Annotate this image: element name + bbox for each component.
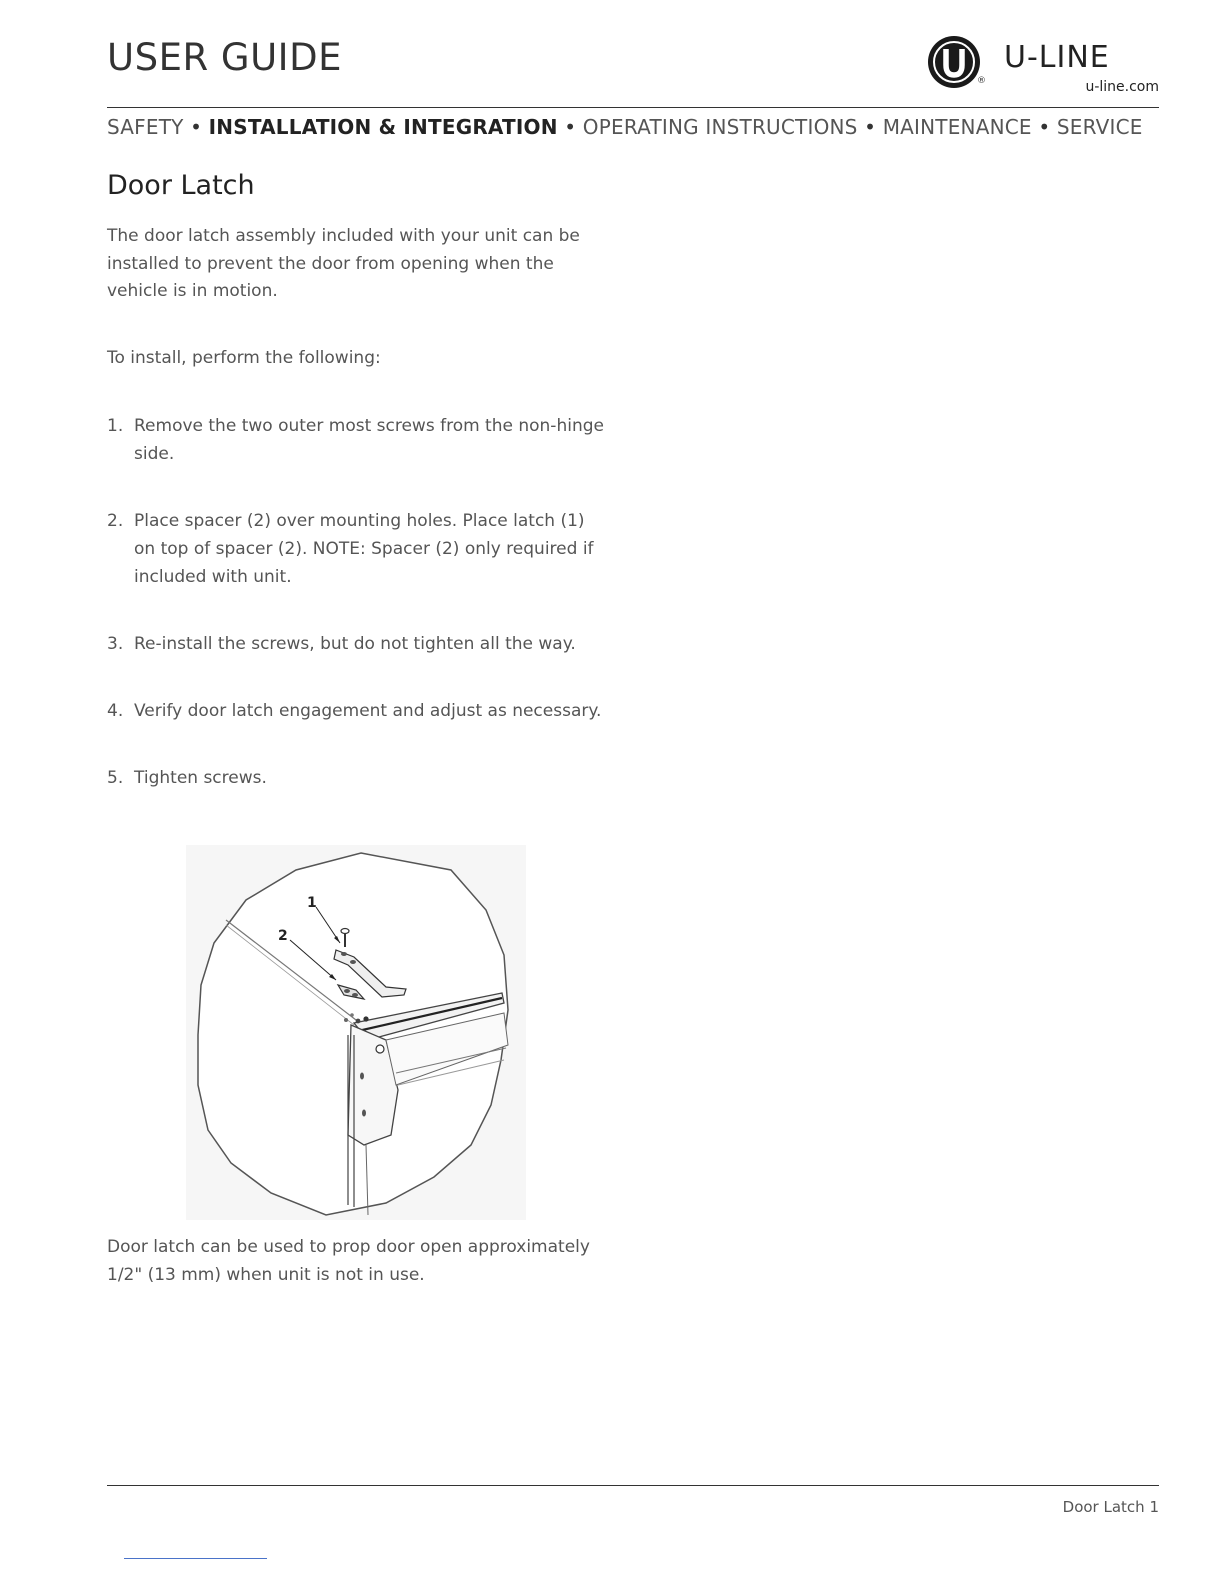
header-divider xyxy=(107,107,1159,108)
registered-mark: ® xyxy=(977,76,986,86)
step-number: 4. xyxy=(107,701,124,721)
nav-separator: • xyxy=(1038,115,1057,139)
nav-separator: • xyxy=(190,115,209,139)
nav-item-installation[interactable]: INSTALLATION & INTEGRATION xyxy=(208,115,558,139)
step-number: 2. xyxy=(107,511,124,531)
door-latch-illustration xyxy=(186,845,526,1220)
page-title: USER GUIDE xyxy=(107,36,342,79)
section-navigation xyxy=(107,114,1159,140)
step-text: Place spacer (2) over mounting holes. Place latch (1) on top of spacer (2). NOTE: Spacer (2) only required if included with unit. xyxy=(134,511,594,587)
footer-link-underline[interactable] xyxy=(124,1558,267,1559)
nav-item-operating[interactable]: OPERATING INSTRUCTIONS xyxy=(582,115,858,139)
list-item xyxy=(107,697,607,725)
step-text: Verify door latch engagement and adjust as necessary. xyxy=(134,701,602,721)
u-line-emblem-icon xyxy=(927,34,983,90)
page-footer-label: Door Latch 1 xyxy=(1062,1498,1159,1516)
step-number: 3. xyxy=(107,634,124,654)
website-url[interactable]: u-line.com xyxy=(1085,79,1159,95)
figure-caption: Door latch can be used to prop door open approximately 1/2" (13 mm) when unit is not in use. xyxy=(107,1237,590,1285)
u-line-logo xyxy=(927,34,1159,96)
install-steps xyxy=(107,412,607,792)
step-text: Tighten screws. xyxy=(134,768,267,788)
list-item xyxy=(107,764,607,792)
callout-label-latch: 1 xyxy=(307,895,317,911)
step-text: Re-install the screws, but do not tighten all the way. xyxy=(134,634,576,654)
list-item xyxy=(107,412,607,468)
callout-label-spacer: 2 xyxy=(278,928,288,944)
step-number: 1. xyxy=(107,416,124,436)
nav-item-maintenance[interactable]: MAINTENANCE xyxy=(882,115,1032,139)
step-text: Remove the two outer most screws from the non-hinge side. xyxy=(134,416,604,464)
nav-item-service[interactable]: SERVICE xyxy=(1056,115,1143,139)
nav-separator: • xyxy=(864,115,883,139)
nav-item-safety[interactable]: SAFETY xyxy=(107,115,184,139)
intro-paragraph: The door latch assembly included with your unit can be installed to prevent the door from opening when the vehicle is in motion. xyxy=(107,226,580,301)
door-latch-diagram xyxy=(186,845,526,1220)
section-heading: Door Latch xyxy=(107,170,255,201)
step-number: 5. xyxy=(107,768,124,788)
nav-separator: • xyxy=(564,115,583,139)
list-item xyxy=(107,630,607,658)
install-lead: To install, perform the following: xyxy=(107,348,381,368)
footer-divider xyxy=(107,1485,1159,1486)
list-item xyxy=(107,507,607,591)
logo-wordmark: U-LINE xyxy=(1004,40,1110,75)
